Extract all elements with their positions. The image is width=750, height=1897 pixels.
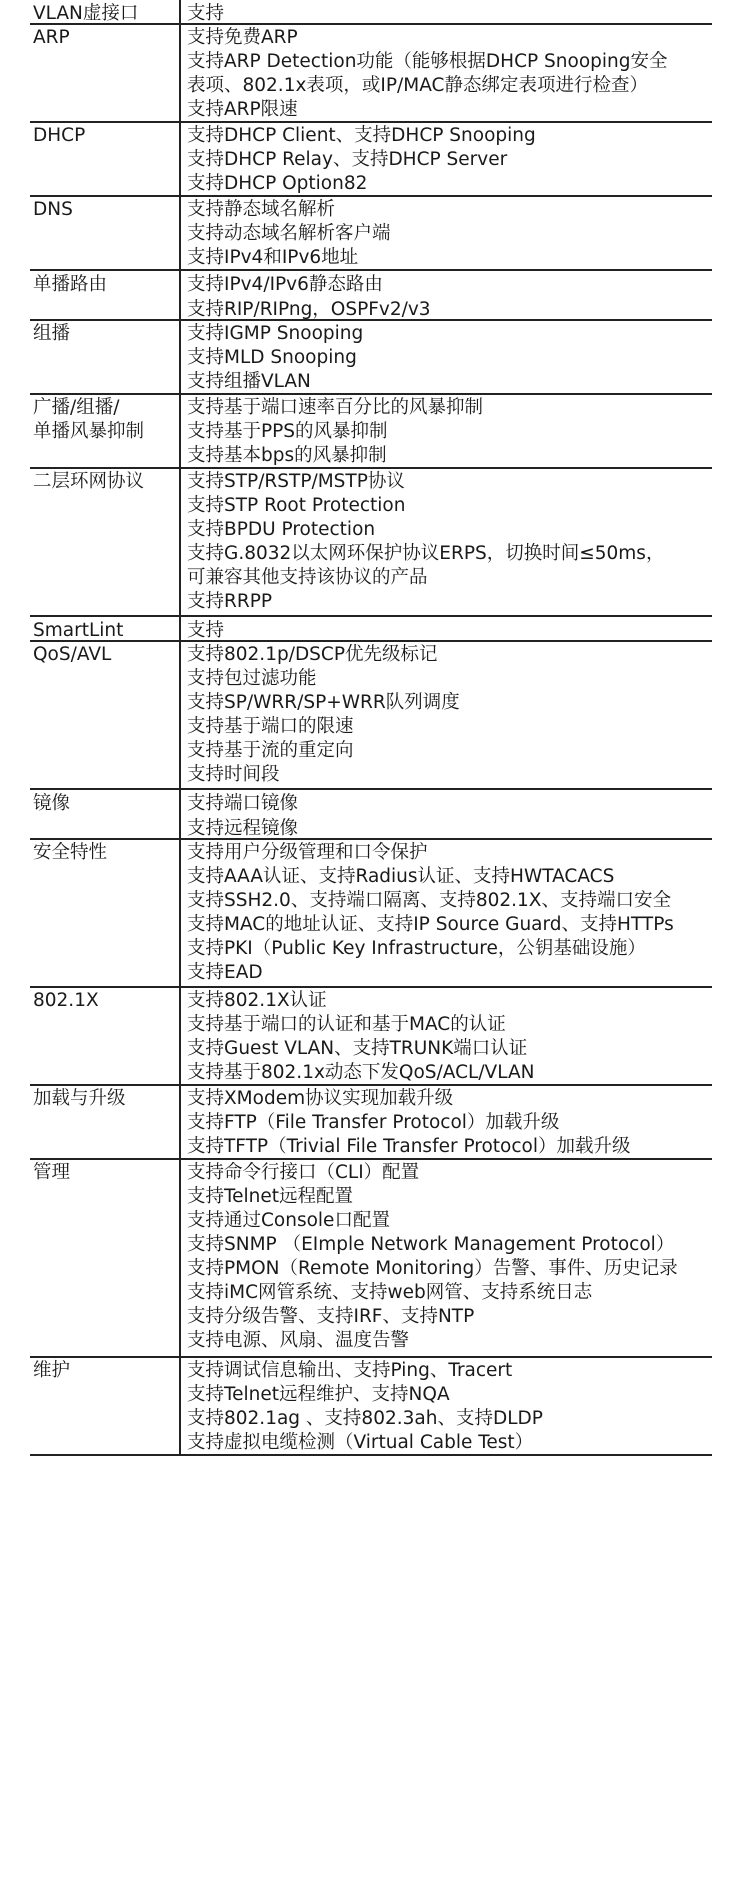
feature-description-cell [181, 271, 712, 319]
description-line: 支持802.1p/DSCP优先级标记 [187, 644, 438, 665]
description-line: 支持 [187, 620, 225, 641]
spec-table [30, 0, 712, 1456]
table-row [30, 0, 712, 25]
feature-name-cell: 管理 [30, 1160, 181, 1356]
description-line: 支持802.1X认证 [187, 990, 327, 1011]
description-line: 支持iMC网管系统、支持web网管、支持系统日志 [187, 1282, 593, 1303]
description-line: 支持XModem协议实现加载升级 [187, 1088, 454, 1109]
table-row [30, 197, 712, 271]
feature-name-cell: 安全特性 [30, 840, 181, 986]
description-line: 支持STP/RSTP/MSTP协议 [187, 471, 405, 492]
table-row [30, 469, 712, 617]
description-line: 支持IPv4和IPv6地址 [187, 247, 359, 268]
description-line: 支持基本bps的风暴抑制 [187, 445, 387, 466]
description-line: 支持基于端口速率百分比的风暴抑制 [187, 397, 484, 418]
description-line: 支持STP Root Protection [187, 495, 406, 516]
description-line: 支持Guest VLAN、支持TRUNK端口认证 [187, 1038, 528, 1059]
description-line: 支持基于端口的认证和基于MAC的认证 [187, 1014, 506, 1035]
table-row [30, 321, 712, 395]
feature-description-cell [181, 0, 712, 23]
feature-name-cell: 802.1X [30, 988, 181, 1084]
feature-description-cell [181, 642, 712, 788]
feature-description-cell [181, 197, 712, 269]
feature-name-cell: 镜像 [30, 790, 181, 838]
table-row [30, 271, 712, 321]
description-line: 支持SP/WRR/SP+WRR队列调度 [187, 692, 460, 713]
description-line: 支持动态域名解析客户端 [187, 223, 391, 244]
description-line: 支持远程镜像 [187, 818, 299, 839]
table-row [30, 1086, 712, 1160]
description-line: 支持基于802.1x动态下发QoS/ACL/VLAN [187, 1062, 535, 1083]
description-line: 支持RIP/RIPng，OSPFv2/v3 [187, 299, 431, 320]
feature-description-cell [181, 988, 712, 1084]
feature-name-cell: 广播/组播/ 单播风暴抑制 [30, 395, 181, 467]
description-line: 支持 [187, 3, 225, 24]
feature-name-cell: DHCP [30, 123, 181, 195]
description-line: 支持802.1ag 、支持802.3ah、支持DLDP [187, 1408, 543, 1429]
description-line: 支持基于PPS的风暴抑制 [187, 421, 388, 442]
description-line: 支持BPDU Protection [187, 519, 376, 540]
description-line: 支持包过滤功能 [187, 668, 317, 689]
description-line: 支持SSH2.0、支持端口隔离、支持802.1X、支持端口安全 [187, 890, 671, 911]
feature-description-cell [181, 469, 712, 615]
description-line: 支持静态域名解析 [187, 199, 336, 220]
description-line: 支持MAC的地址认证、支持IP Source Guard、支持HTTPs [187, 914, 674, 935]
table-row [30, 1358, 712, 1456]
feature-name-cell: 单播路由 [30, 271, 181, 319]
feature-name-cell: SmartLint [30, 617, 181, 640]
description-line: 支持ARP Detection功能（能够根据DHCP Snooping安全 [187, 51, 668, 72]
table-row [30, 790, 712, 840]
feature-description-cell [181, 1086, 712, 1158]
feature-description-cell [181, 840, 712, 986]
feature-name-cell: ARP [30, 25, 181, 121]
feature-description-cell [181, 25, 712, 121]
table-row [30, 123, 712, 197]
description-line: 支持IGMP Snooping [187, 323, 364, 344]
description-line: 支持MLD Snooping [187, 347, 357, 368]
feature-description-cell [181, 1358, 712, 1454]
description-line: 支持FTP（File Transfer Protocol）加载升级 [187, 1112, 560, 1133]
description-line: 支持PKI（Public Key Infrastructure，公钥基础设施） [187, 938, 646, 959]
description-line: 支持EAD [187, 962, 263, 983]
description-line: 支持用户分级管理和口令保护 [187, 842, 428, 863]
description-line: 支持虚拟电缆检测（Virtual Cable Test） [187, 1432, 534, 1453]
description-line: 支持IPv4/IPv6静态路由 [187, 274, 383, 295]
description-line: 支持分级告警、支持IRF、支持NTP [187, 1306, 475, 1327]
feature-description-cell [181, 617, 712, 640]
feature-name-cell: VLAN虚接口 [30, 0, 181, 23]
feature-name-cell: 维护 [30, 1358, 181, 1454]
table-row [30, 25, 712, 123]
feature-description-cell [181, 790, 712, 838]
description-line: 支持调试信息输出、支持Ping、Tracert [187, 1360, 513, 1381]
table-row [30, 617, 712, 642]
description-line: 支持时间段 [187, 764, 280, 785]
feature-description-cell [181, 123, 712, 195]
description-line: 支持RRPP [187, 591, 273, 612]
description-line: 支持DHCP Client、支持DHCP Snooping [187, 125, 536, 146]
feature-description-cell [181, 395, 712, 467]
description-line: 支持Telnet远程维护、支持NQA [187, 1384, 450, 1405]
feature-name-cell: 二层环网协议 [30, 469, 181, 615]
feature-name-cell: 组播 [30, 321, 181, 393]
description-line: 支持免费ARP [187, 27, 298, 48]
description-line: 支持电源、风扇、温度告警 [187, 1330, 410, 1351]
description-line: 支持组播VLAN [187, 371, 311, 392]
description-line: 支持AAA认证、支持Radius认证、支持HWTACACS [187, 866, 615, 887]
feature-description-cell [181, 321, 712, 393]
table-row [30, 642, 712, 790]
description-line: 支持G.8032以太网环保护协议ERPS，切换时间≤50ms， [187, 543, 665, 564]
feature-description-cell [181, 1160, 712, 1356]
description-line: 支持SNMP （EImple Network Management Protocol） [187, 1234, 675, 1255]
description-line: 可兼容其他支持该协议的产品 [187, 567, 428, 588]
description-line: 支持通过Console口配置 [187, 1210, 390, 1231]
table-row [30, 988, 712, 1086]
description-line: 支持ARP限速 [187, 99, 298, 120]
table-row [30, 395, 712, 469]
feature-name-cell: QoS/AVL [30, 642, 181, 788]
table-row [30, 1160, 712, 1358]
description-line: 支持基于端口的限速 [187, 716, 354, 737]
feature-name-cell: DNS [30, 197, 181, 269]
table-row [30, 840, 712, 988]
description-line: 支持PMON（Remote Monitoring）告警、事件、历史记录 [187, 1258, 678, 1279]
description-line: 支持DHCP Option82 [187, 173, 368, 194]
description-line: 支持端口镜像 [187, 793, 299, 814]
feature-name-cell: 加载与升级 [30, 1086, 181, 1158]
description-line: 支持DHCP Relay、支持DHCP Server [187, 149, 508, 170]
description-line: 表项、802.1x表项，或IP/MAC静态绑定表项进行检查） [187, 75, 648, 96]
description-line: 支持命令行接口（CLI）配置 [187, 1162, 420, 1183]
description-line: 支持TFTP（Trivial File Transfer Protocol）加载升级 [187, 1136, 631, 1157]
description-line: 支持Telnet远程配置 [187, 1186, 354, 1207]
description-line: 支持基于流的重定向 [187, 740, 354, 761]
